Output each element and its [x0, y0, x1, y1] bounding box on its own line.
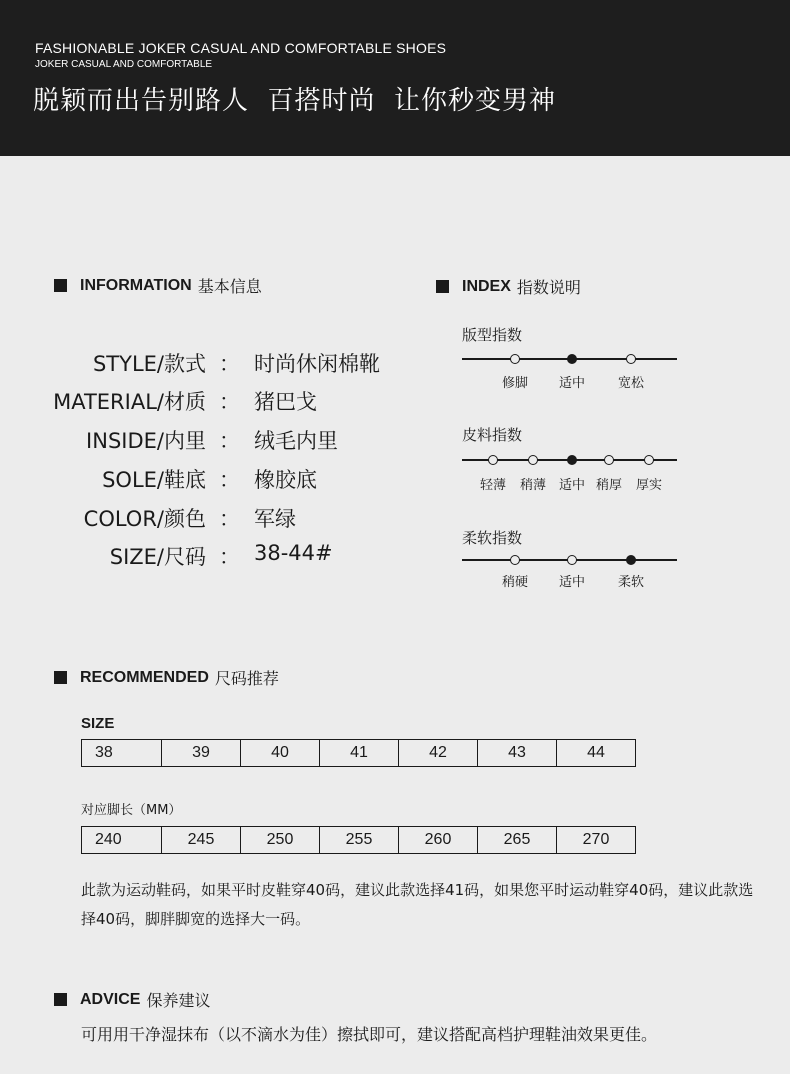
header-banner: [0, 0, 790, 156]
advice-title-en: ADVICE: [80, 990, 141, 1008]
index-dot: [604, 455, 614, 465]
advice-heading: [54, 988, 210, 1011]
info-value: 时尚休闲棉靴: [254, 352, 380, 376]
index-dot: [510, 555, 520, 565]
recommended-heading: [54, 666, 279, 689]
recommended-title-en: RECOMMENDED: [80, 668, 209, 686]
index-dot: [567, 555, 577, 565]
info-row: [0, 503, 790, 533]
index-option-label: 适中: [558, 478, 586, 493]
information-title-cn: 基本信息: [197, 277, 262, 296]
info-colon: ：: [219, 545, 240, 569]
info-value: 军绿: [254, 507, 296, 531]
info-colon: ：: [219, 352, 240, 376]
info-key: SIZE/尺码: [109, 545, 206, 569]
square-bullet-icon: [54, 671, 67, 684]
square-bullet-icon: [436, 280, 449, 293]
info-row: [0, 348, 790, 378]
index-option-label: 厚实: [635, 478, 663, 493]
header-slogan: 脱颖而出告别路人 百搭时尚 让你秒变男神: [33, 86, 557, 116]
index-dot: [528, 455, 538, 465]
size-cell: 39: [162, 740, 241, 767]
index-option-label: 稍薄: [519, 478, 547, 493]
info-value: 猪巴戈: [254, 390, 317, 414]
foot-length-cell: 250: [241, 827, 320, 854]
info-colon: ：: [219, 507, 240, 531]
foot-length-row: [82, 827, 636, 854]
size-cell: 38: [82, 740, 162, 767]
size-row: [82, 740, 636, 767]
index-dot-selected: [626, 555, 636, 565]
index-option-label: 稍厚: [595, 478, 623, 493]
index-option-label: 修脚: [501, 376, 529, 391]
advice-title-cn: 保养建议: [146, 991, 211, 1010]
index-title-en: INDEX: [462, 277, 511, 295]
recommended-title-cn: 尺码推荐: [214, 669, 279, 688]
information-heading: [54, 274, 262, 297]
size-cell: 40: [241, 740, 320, 767]
index-option-label: 轻薄: [479, 478, 507, 493]
foot-length-cell: 245: [162, 827, 241, 854]
size-cell: 41: [320, 740, 399, 767]
index-scale-title: 柔软指数: [462, 529, 523, 547]
index-option-label: 适中: [558, 376, 586, 391]
index-option-label: 柔软: [617, 575, 645, 590]
index-dot: [626, 354, 636, 364]
foot-length-label: 对应脚长（MM）: [81, 803, 182, 818]
index-dot: [644, 455, 654, 465]
info-key: MATERIAL/材质: [53, 390, 206, 414]
info-value: 绒毛内里: [254, 429, 338, 453]
size-table: [81, 739, 636, 767]
info-value: 橡胶底: [254, 468, 317, 492]
info-row: [0, 464, 790, 494]
square-bullet-icon: [54, 993, 67, 1006]
index-heading: [436, 275, 581, 298]
foot-length-cell: 255: [320, 827, 399, 854]
index-dot-selected: [567, 354, 577, 364]
size-cell: 42: [399, 740, 478, 767]
info-colon: ：: [219, 429, 240, 453]
info-row: [0, 386, 790, 416]
index-option-label: 宽松: [617, 376, 645, 391]
index-option-label: 稍硬: [501, 575, 529, 590]
info-row: [0, 541, 790, 571]
advice-text: 可用用干净湿抹布（以不滴水为佳）擦拭即可，建议搭配高档护理鞋油效果更佳。: [81, 1025, 658, 1044]
foot-length-table: [81, 826, 636, 854]
index-dot: [488, 455, 498, 465]
size-recommendation-note: 此款为运动鞋码，如果平时皮鞋穿40码，建议此款选择41码，如果您平时运动鞋穿40码，建议此款选择40码，脚胖脚宽的选择大一码。: [81, 881, 754, 928]
size-cell: 44: [557, 740, 636, 767]
index-scale-title: 皮料指数: [462, 426, 523, 444]
index-dot-selected: [567, 455, 577, 465]
info-row: [0, 425, 790, 455]
info-key: INSIDE/内里: [86, 429, 206, 453]
foot-length-cell: 270: [557, 827, 636, 854]
index-dot: [510, 354, 520, 364]
info-key: SOLE/鞋底: [102, 468, 206, 492]
size-cell: 43: [478, 740, 557, 767]
size-label: SIZE: [81, 715, 115, 732]
foot-length-cell: 260: [399, 827, 478, 854]
header-english-subtitle: JOKER CASUAL AND COMFORTABLE: [35, 59, 213, 70]
info-key: COLOR/颜色: [83, 507, 206, 531]
info-colon: ：: [219, 390, 240, 414]
information-title-en: INFORMATION: [80, 276, 192, 294]
info-value: 38-44#: [254, 541, 333, 565]
square-bullet-icon: [54, 279, 67, 292]
index-title-cn: 指数说明: [516, 278, 581, 297]
index-scale-title: 版型指数: [462, 326, 523, 344]
info-key: STYLE/款式: [92, 352, 206, 376]
foot-length-cell: 240: [82, 827, 162, 854]
header-english-title: FASHIONABLE JOKER CASUAL AND COMFORTABLE SHOES: [35, 40, 447, 56]
index-option-label: 适中: [558, 575, 586, 590]
foot-length-cell: 265: [478, 827, 557, 854]
info-colon: ：: [219, 468, 240, 492]
